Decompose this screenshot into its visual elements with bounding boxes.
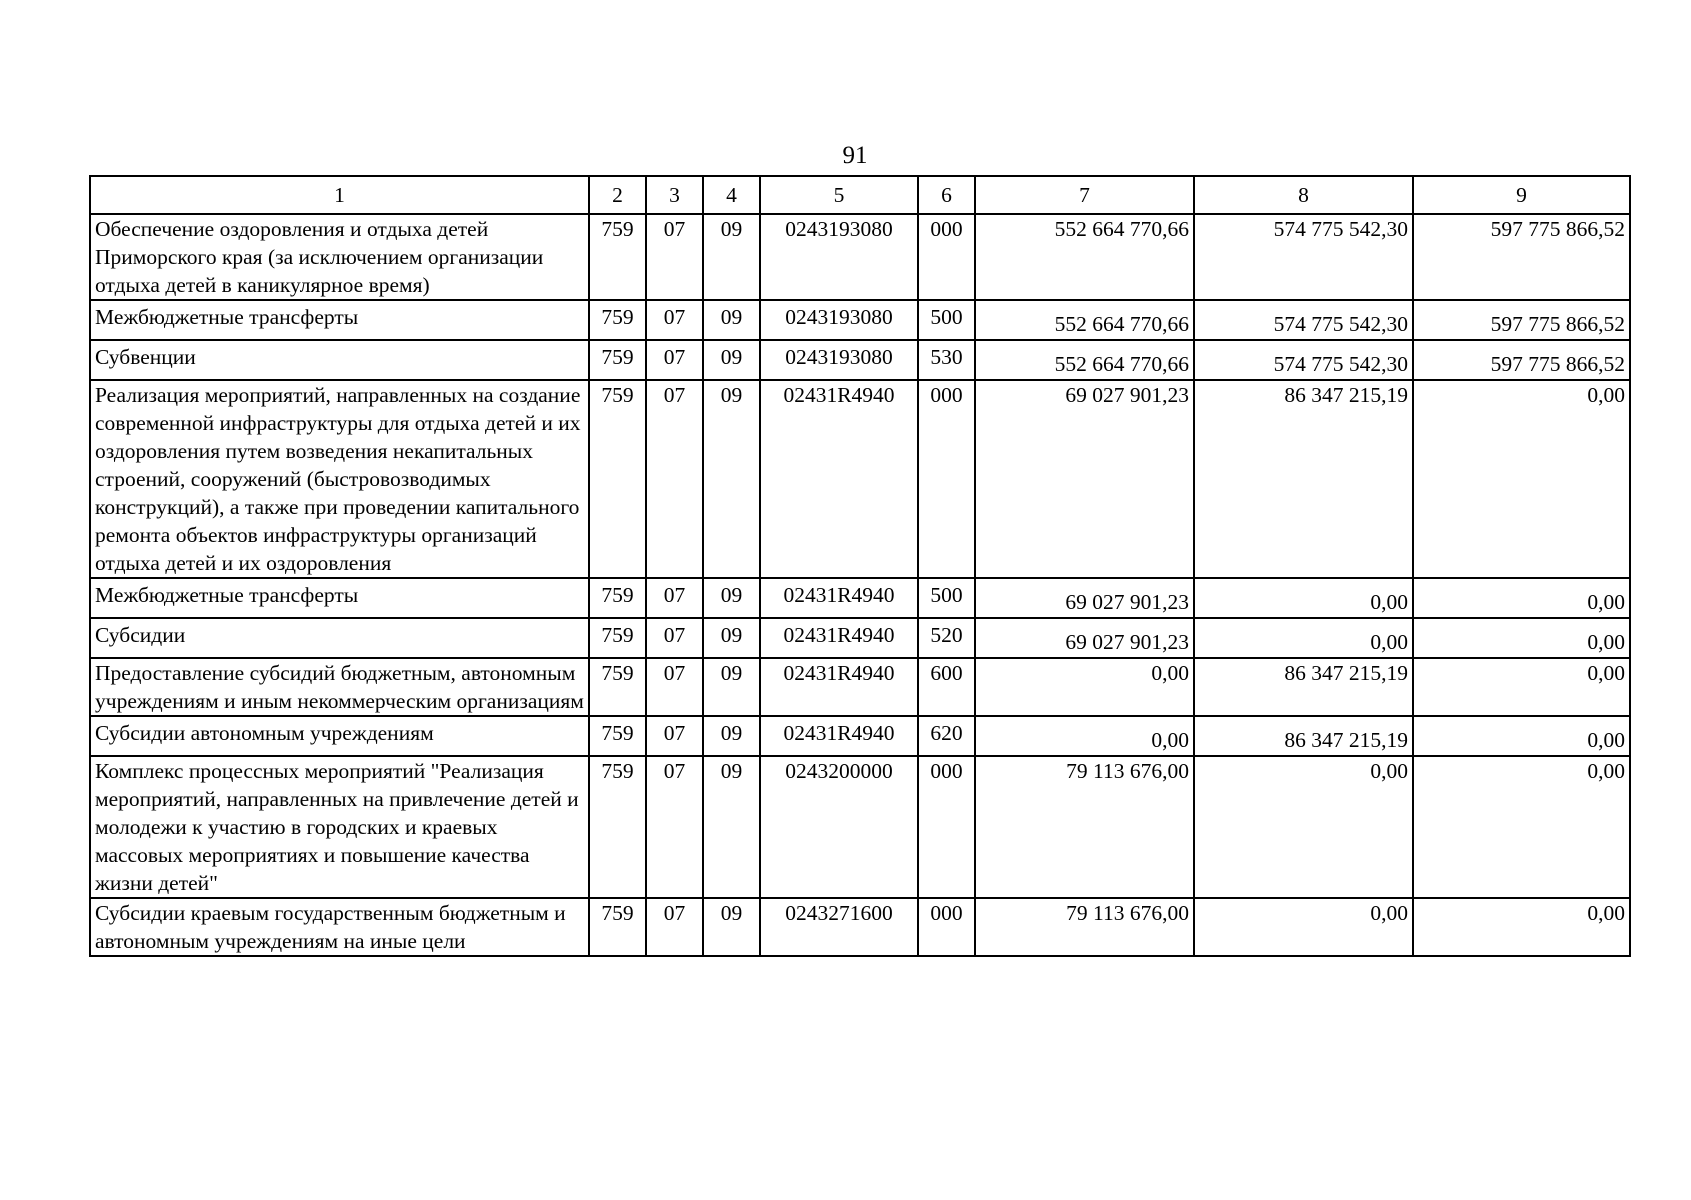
table-row bbox=[90, 380, 1630, 578]
row-col-3: 07 bbox=[646, 658, 703, 716]
row-col-3: 07 bbox=[646, 578, 703, 618]
row-name: Реализация мероприятий, направленных на создание современной инфраструктуры для отдыха детей и их оздоровления путем возведения некапитальных строений, сооружений (быстровозводимых конструкций), а также при проведении капитального ремонта объектов инфраструктуры организаций отдыха детей и их оздоровления bbox=[90, 380, 589, 578]
row-col-2: 759 bbox=[589, 214, 646, 300]
row-name: Комплекс процессных мероприятий "Реализация мероприятий, направленных на привлечение детей и молодежи к участию в городских и краевых массовых мероприятиях и повышение качества жизни детей" bbox=[90, 756, 589, 898]
row-col-2: 759 bbox=[589, 658, 646, 716]
row-col-4: 09 bbox=[703, 716, 760, 756]
table-row bbox=[90, 658, 1630, 716]
row-col-2: 759 bbox=[589, 578, 646, 618]
row-col-8: 0,00 bbox=[1194, 618, 1413, 658]
row-col-7: 552 664 770,66 bbox=[975, 300, 1194, 340]
table-row bbox=[90, 716, 1630, 756]
row-col-9: 597 775 866,52 bbox=[1413, 340, 1630, 380]
row-col-3: 07 bbox=[646, 340, 703, 380]
table-row bbox=[90, 578, 1630, 618]
table-row bbox=[90, 300, 1630, 340]
row-col-9: 0,00 bbox=[1413, 578, 1630, 618]
row-col-5: 0243200000 bbox=[760, 756, 918, 898]
row-col-5: 0243193080 bbox=[760, 300, 918, 340]
row-col-9: 0,00 bbox=[1413, 658, 1630, 716]
row-name: Субсидии краевым государственным бюджетным и автономным учреждениям на иные цели bbox=[90, 898, 589, 956]
row-col-7: 69 027 901,23 bbox=[975, 618, 1194, 658]
row-col-4: 09 bbox=[703, 214, 760, 300]
row-name: Субсидии bbox=[90, 618, 589, 658]
row-col-3: 07 bbox=[646, 214, 703, 300]
row-col-2: 759 bbox=[589, 756, 646, 898]
row-col-6: 500 bbox=[918, 578, 975, 618]
row-col-8: 0,00 bbox=[1194, 578, 1413, 618]
row-col-6: 000 bbox=[918, 756, 975, 898]
row-col-5: 02431R4940 bbox=[760, 658, 918, 716]
row-col-9: 0,00 bbox=[1413, 716, 1630, 756]
row-col-7: 0,00 bbox=[975, 658, 1194, 716]
row-col-5: 0243271600 bbox=[760, 898, 918, 956]
row-col-8: 86 347 215,19 bbox=[1194, 716, 1413, 756]
header-cell-2: 2 bbox=[589, 176, 646, 214]
row-col-2: 759 bbox=[589, 618, 646, 658]
header-row bbox=[90, 176, 1630, 214]
row-col-8: 0,00 bbox=[1194, 756, 1413, 898]
row-col-7: 552 664 770,66 bbox=[975, 340, 1194, 380]
row-col-3: 07 bbox=[646, 756, 703, 898]
row-col-6: 530 bbox=[918, 340, 975, 380]
row-col-7: 0,00 bbox=[975, 716, 1194, 756]
row-col-2: 759 bbox=[589, 380, 646, 578]
table-row bbox=[90, 214, 1630, 300]
row-col-4: 09 bbox=[703, 658, 760, 716]
row-col-8: 86 347 215,19 bbox=[1194, 658, 1413, 716]
row-col-8: 574 775 542,30 bbox=[1194, 340, 1413, 380]
row-col-4: 09 bbox=[703, 340, 760, 380]
row-name: Субвенции bbox=[90, 340, 589, 380]
row-col-9: 0,00 bbox=[1413, 618, 1630, 658]
row-col-7: 79 113 676,00 bbox=[975, 898, 1194, 956]
page-number: 91 bbox=[842, 142, 868, 169]
row-name: Предоставление субсидий бюджетным, автономным учреждениям и иным некоммерческим организациям bbox=[90, 658, 589, 716]
row-col-2: 759 bbox=[589, 898, 646, 956]
row-col-8: 0,00 bbox=[1194, 898, 1413, 956]
row-col-3: 07 bbox=[646, 618, 703, 658]
header-cell-6: 6 bbox=[918, 176, 975, 214]
row-col-9: 0,00 bbox=[1413, 898, 1630, 956]
row-name: Межбюджетные трансферты bbox=[90, 578, 589, 618]
row-col-5: 0243193080 bbox=[760, 214, 918, 300]
row-col-6: 000 bbox=[918, 380, 975, 578]
row-col-9: 597 775 866,52 bbox=[1413, 300, 1630, 340]
row-col-3: 07 bbox=[646, 716, 703, 756]
row-col-4: 09 bbox=[703, 380, 760, 578]
row-col-6: 500 bbox=[918, 300, 975, 340]
row-col-5: 02431R4940 bbox=[760, 380, 918, 578]
row-col-4: 09 bbox=[703, 578, 760, 618]
row-col-6: 520 bbox=[918, 618, 975, 658]
row-name: Межбюджетные трансферты bbox=[90, 300, 589, 340]
row-col-9: 0,00 bbox=[1413, 756, 1630, 898]
row-col-3: 07 bbox=[646, 300, 703, 340]
row-col-2: 759 bbox=[589, 300, 646, 340]
table-row bbox=[90, 756, 1630, 898]
row-col-4: 09 bbox=[703, 756, 760, 898]
row-col-4: 09 bbox=[703, 618, 760, 658]
row-name: Субсидии автономным учреждениям bbox=[90, 716, 589, 756]
row-col-5: 0243193080 bbox=[760, 340, 918, 380]
row-col-8: 86 347 215,19 bbox=[1194, 380, 1413, 578]
table-row bbox=[90, 340, 1630, 380]
row-col-4: 09 bbox=[703, 300, 760, 340]
row-col-5: 02431R4940 bbox=[760, 578, 918, 618]
row-col-7: 79 113 676,00 bbox=[975, 756, 1194, 898]
row-col-2: 759 bbox=[589, 716, 646, 756]
header-cell-1: 1 bbox=[90, 176, 589, 214]
row-col-6: 620 bbox=[918, 716, 975, 756]
budget-table bbox=[89, 175, 1631, 957]
row-col-3: 07 bbox=[646, 380, 703, 578]
table-row bbox=[90, 898, 1630, 956]
row-col-5: 02431R4940 bbox=[760, 716, 918, 756]
header-cell-9: 9 bbox=[1413, 176, 1630, 214]
header-cell-7: 7 bbox=[975, 176, 1194, 214]
row-col-8: 574 775 542,30 bbox=[1194, 214, 1413, 300]
row-col-7: 69 027 901,23 bbox=[975, 578, 1194, 618]
header-cell-5: 5 bbox=[760, 176, 918, 214]
row-col-9: 0,00 bbox=[1413, 380, 1630, 578]
row-col-6: 600 bbox=[918, 658, 975, 716]
header-cell-4: 4 bbox=[703, 176, 760, 214]
row-col-4: 09 bbox=[703, 898, 760, 956]
row-col-2: 759 bbox=[589, 340, 646, 380]
row-col-7: 69 027 901,23 bbox=[975, 380, 1194, 578]
row-col-5: 02431R4940 bbox=[760, 618, 918, 658]
row-col-8: 574 775 542,30 bbox=[1194, 300, 1413, 340]
row-col-6: 000 bbox=[918, 214, 975, 300]
header-cell-8: 8 bbox=[1194, 176, 1413, 214]
header-cell-3: 3 bbox=[646, 176, 703, 214]
row-col-9: 597 775 866,52 bbox=[1413, 214, 1630, 300]
table-row bbox=[90, 618, 1630, 658]
row-col-6: 000 bbox=[918, 898, 975, 956]
row-col-7: 552 664 770,66 bbox=[975, 214, 1194, 300]
row-col-3: 07 bbox=[646, 898, 703, 956]
row-name: Обеспечение оздоровления и отдыха детей Приморского края (за исключением организации отдыха детей в каникулярное время) bbox=[90, 214, 589, 300]
